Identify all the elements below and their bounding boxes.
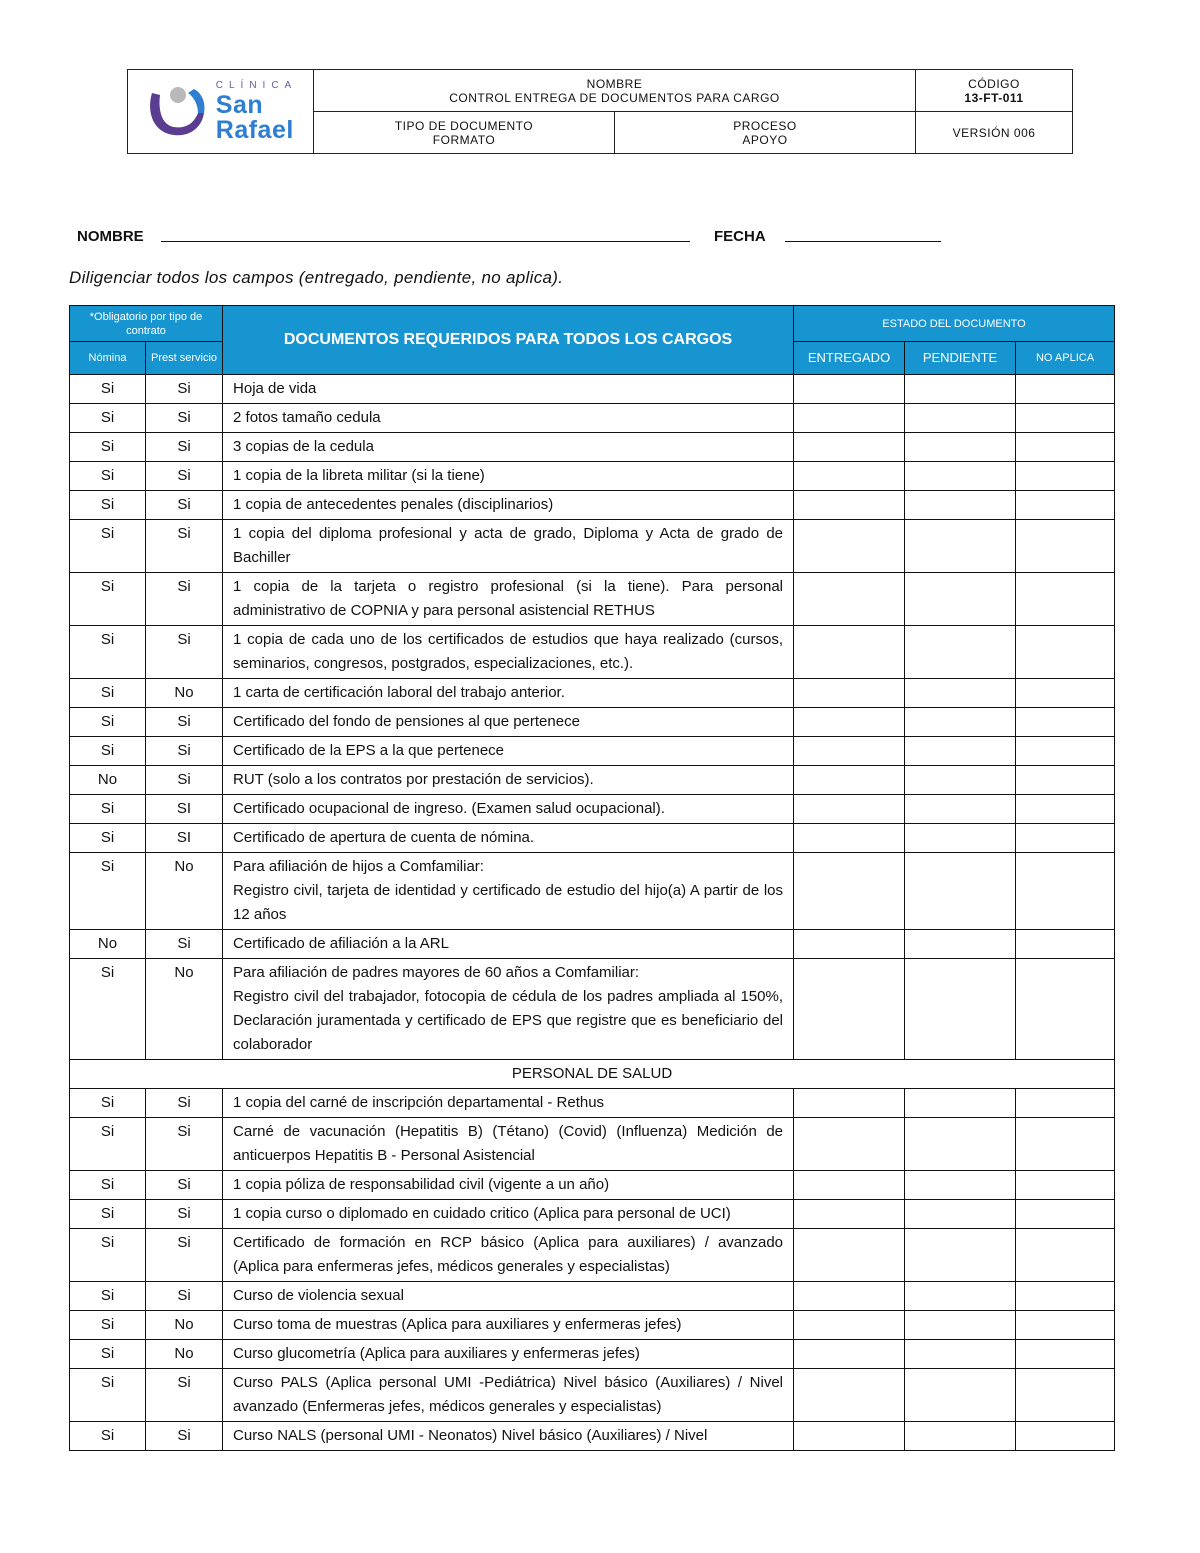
prest-cell: Si — [146, 1369, 223, 1422]
document-text: Curso toma de muestras (Aplica para auxiliares y enfermeras jefes) — [233, 1316, 682, 1333]
table-row — [70, 766, 1115, 795]
table-row — [70, 626, 1115, 679]
entregado-checkbox-cell[interactable] — [794, 520, 905, 573]
entregado-checkbox-cell[interactable] — [794, 795, 905, 824]
table-row — [70, 679, 1115, 708]
nomina-cell: Si — [70, 1422, 146, 1451]
noaplica-checkbox-cell[interactable] — [1016, 1311, 1115, 1340]
document-text: Certificado de la EPS a la que pertenece — [233, 742, 505, 759]
header-nombre-cell — [314, 70, 916, 112]
entregado-header: ENTREGADO — [794, 342, 905, 375]
header-version: VERSIÓN 006 — [952, 125, 1036, 140]
pendiente-checkbox-cell[interactable] — [905, 1171, 1016, 1200]
entregado-checkbox-cell[interactable] — [794, 1171, 905, 1200]
entregado-checkbox-cell[interactable] — [794, 959, 905, 1060]
header-tipo-value: FORMATO — [432, 132, 496, 147]
nomina-cell: Si — [70, 1369, 146, 1422]
document-cell — [223, 404, 794, 433]
salud-rows — [70, 1089, 1115, 1451]
document-cell — [223, 1282, 794, 1311]
document-header — [127, 69, 1073, 154]
table-row — [70, 1369, 1115, 1422]
table-row — [70, 573, 1115, 626]
noaplica-checkbox-cell[interactable] — [1016, 959, 1115, 1060]
prest-cell: Si — [146, 520, 223, 573]
header-nombre-value: CONTROL ENTREGA DE DOCUMENTOS PARA CARGO — [449, 90, 780, 105]
document-text: Certificado de formación en RCP básico (Aplica para auxiliares) / avanzado (Aplica para enfermeras jefes, médicos generales y especialistas) — [233, 1234, 784, 1275]
noaplica-checkbox-cell[interactable] — [1016, 433, 1115, 462]
noaplica-checkbox-cell[interactable] — [1016, 679, 1115, 708]
nomina-cell: Si — [70, 1282, 146, 1311]
header-codigo-cell — [916, 70, 1072, 112]
document-cell — [223, 520, 794, 573]
entregado-checkbox-cell[interactable] — [794, 626, 905, 679]
pendiente-checkbox-cell[interactable] — [905, 930, 1016, 959]
salud-section — [70, 1060, 1115, 1089]
pendiente-checkbox-cell[interactable] — [905, 795, 1016, 824]
nomina-cell: Si — [70, 737, 146, 766]
noaplica-checkbox-cell[interactable] — [1016, 1422, 1115, 1451]
document-cell — [223, 930, 794, 959]
prest-cell: Si — [146, 1200, 223, 1229]
nomina-cell: Si — [70, 433, 146, 462]
section-personal-salud: PERSONAL DE SALUD — [70, 1060, 1115, 1089]
prest-cell: Si — [146, 737, 223, 766]
document-cell — [223, 795, 794, 824]
logo-cell — [128, 70, 314, 153]
document-text: 1 copia del carné de inscripción departamental - Rethus — [233, 1094, 605, 1111]
entregado-checkbox-cell[interactable] — [794, 930, 905, 959]
document-cell — [223, 959, 794, 1060]
noaplica-checkbox-cell[interactable] — [1016, 375, 1115, 404]
entregado-checkbox-cell[interactable] — [794, 1311, 905, 1340]
noaplica-checkbox-cell[interactable] — [1016, 1282, 1115, 1311]
entregado-checkbox-cell[interactable] — [794, 1369, 905, 1422]
prest-cell: Si — [146, 708, 223, 737]
document-cell — [223, 679, 794, 708]
prest-cell: Si — [146, 1171, 223, 1200]
pendiente-checkbox-cell[interactable] — [905, 404, 1016, 433]
pendiente-checkbox-cell[interactable] — [905, 824, 1016, 853]
pendiente-checkbox-cell[interactable] — [905, 708, 1016, 737]
table-row — [70, 1089, 1115, 1118]
prest-cell: No — [146, 959, 223, 1060]
document-cell — [223, 1118, 794, 1171]
table-row — [70, 930, 1115, 959]
document-text: Hoja de vida — [233, 380, 317, 397]
document-cell — [223, 1422, 794, 1451]
table-row — [70, 1171, 1115, 1200]
document-text: 1 copia curso o diplomado en cuidado critico (Aplica para personal de UCI) — [233, 1205, 731, 1222]
noaplica-checkbox-cell[interactable] — [1016, 795, 1115, 824]
table-row — [70, 1229, 1115, 1282]
entregado-checkbox-cell[interactable] — [794, 462, 905, 491]
nomina-cell: Si — [70, 959, 146, 1060]
general-rows — [70, 375, 1115, 1060]
pendiente-checkbox-cell[interactable] — [905, 959, 1016, 1060]
document-text: Carné de vacunación (Hepatitis B) (Tétano) (Covid) (Influenza) Medición de anticuerpos Hepatitis B - Personal Asistencial — [233, 1123, 784, 1164]
noaplica-checkbox-cell[interactable] — [1016, 626, 1115, 679]
entregado-checkbox-cell[interactable] — [794, 1118, 905, 1171]
document-text: 1 carta de certificación laboral del trabajo anterior. — [233, 684, 565, 701]
prest-cell: Si — [146, 766, 223, 795]
pendiente-checkbox-cell[interactable] — [905, 1282, 1016, 1311]
nomina-cell: Si — [70, 1171, 146, 1200]
entregado-checkbox-cell[interactable] — [794, 766, 905, 795]
nomina-cell: Si — [70, 375, 146, 404]
table-row — [70, 1422, 1115, 1451]
table-row — [70, 1340, 1115, 1369]
noaplica-checkbox-cell[interactable] — [1016, 1229, 1115, 1282]
document-cell — [223, 1369, 794, 1422]
estado-header: ESTADO DEL DOCUMENTO — [794, 306, 1115, 342]
table-row — [70, 433, 1115, 462]
document-text: 2 fotos tamaño cedula — [233, 409, 381, 426]
noaplica-checkbox-cell[interactable] — [1016, 491, 1115, 520]
table-row — [70, 1118, 1115, 1171]
pendiente-header: PENDIENTE — [905, 342, 1016, 375]
document-text: RUT (solo a los contratos por prestación de servicios). — [233, 771, 594, 788]
nomina-cell: Si — [70, 1200, 146, 1229]
header-tipo-label: TIPO DE DOCUMENTO — [394, 118, 534, 133]
table-row — [70, 737, 1115, 766]
nomina-cell: No — [70, 766, 146, 795]
entregado-checkbox-cell[interactable] — [794, 824, 905, 853]
prest-cell: Si — [146, 1118, 223, 1171]
prest-cell: Si — [146, 404, 223, 433]
pendiente-checkbox-cell[interactable] — [905, 1229, 1016, 1282]
prest-cell: SI — [146, 824, 223, 853]
document-cell — [223, 1229, 794, 1282]
document-cell — [223, 708, 794, 737]
nomina-cell: Si — [70, 462, 146, 491]
pendiente-checkbox-cell[interactable] — [905, 737, 1016, 766]
noaplica-checkbox-cell[interactable] — [1016, 1200, 1115, 1229]
nomina-cell: Si — [70, 626, 146, 679]
document-text: 1 copia del diploma profesional y acta de grado, Diploma y Acta de grado de Bachiller — [233, 525, 784, 566]
fecha-input-line[interactable] — [785, 241, 941, 242]
table-row — [70, 1282, 1115, 1311]
pendiente-checkbox-cell[interactable] — [905, 1340, 1016, 1369]
document-text: Curso NALS (personal UMI - Neonatos) Nivel básico (Auxiliares) / Nivel — [233, 1427, 708, 1444]
header-proceso-cell — [615, 112, 916, 153]
nomina-cell: Si — [70, 1089, 146, 1118]
document-cell — [223, 853, 794, 930]
entregado-checkbox-cell[interactable] — [794, 1089, 905, 1118]
nomina-cell: Si — [70, 491, 146, 520]
header-codigo-label: CÓDIGO — [968, 76, 1020, 91]
nomina-cell: No — [70, 930, 146, 959]
prest-cell: Si — [146, 626, 223, 679]
entregado-checkbox-cell[interactable] — [794, 1340, 905, 1369]
document-text: Certificado de afiliación a la ARL — [233, 935, 449, 952]
table-row — [70, 959, 1115, 1060]
prest-cell: Si — [146, 433, 223, 462]
noaplica-checkbox-cell[interactable] — [1016, 824, 1115, 853]
table-row — [70, 795, 1115, 824]
nomina-cell: Si — [70, 1340, 146, 1369]
document-text: Curso PALS (Aplica personal UMI -Pediátrica) Nivel básico (Auxiliares) / Nivel avanzado (Enfermeras jefes, médicos generales y especialistas) — [233, 1374, 784, 1415]
nomina-cell: Si — [70, 573, 146, 626]
entregado-checkbox-cell[interactable] — [794, 1422, 905, 1451]
noaplica-checkbox-cell[interactable] — [1016, 462, 1115, 491]
header-codigo-value: 13-FT-011 — [964, 90, 1024, 105]
noaplica-checkbox-cell[interactable] — [1016, 930, 1115, 959]
prest-cell: Si — [146, 1422, 223, 1451]
document-text: Curso glucometría (Aplica para auxiliares y enfermeras jefes) — [233, 1345, 640, 1362]
noaplica-checkbox-cell[interactable] — [1016, 404, 1115, 433]
entregado-checkbox-cell[interactable] — [794, 1229, 905, 1282]
pendiente-checkbox-cell[interactable] — [905, 375, 1016, 404]
nomina-cell: Si — [70, 708, 146, 737]
nomina-cell: Si — [70, 1311, 146, 1340]
document-cell — [223, 1089, 794, 1118]
noaplica-checkbox-cell[interactable] — [1016, 520, 1115, 573]
pendiente-checkbox-cell[interactable] — [905, 491, 1016, 520]
header-version-cell — [916, 112, 1072, 153]
prest-cell: SI — [146, 795, 223, 824]
table-row — [70, 824, 1115, 853]
pendiente-checkbox-cell[interactable] — [905, 766, 1016, 795]
document-cell — [223, 573, 794, 626]
fecha-label: FECHA — [714, 228, 766, 245]
pendiente-checkbox-cell[interactable] — [905, 1311, 1016, 1340]
table-row — [70, 853, 1115, 930]
noaplica-checkbox-cell[interactable] — [1016, 1171, 1115, 1200]
noaplica-checkbox-cell[interactable] — [1016, 853, 1115, 930]
document-cell — [223, 1200, 794, 1229]
pendiente-checkbox-cell[interactable] — [905, 1200, 1016, 1229]
document-cell — [223, 375, 794, 404]
table-row — [70, 1200, 1115, 1229]
prest-cell: No — [146, 1340, 223, 1369]
prest-cell: Si — [146, 375, 223, 404]
prest-header: Prest servicio — [146, 342, 223, 375]
pendiente-checkbox-cell[interactable] — [905, 1089, 1016, 1118]
prest-cell: Si — [146, 1089, 223, 1118]
document-text-detail: Registro civil, tarjeta de identidad y certificado de estudio del hijo(a) A partir de los 12 años — [233, 882, 784, 923]
pendiente-checkbox-cell[interactable] — [905, 1118, 1016, 1171]
noaplica-checkbox-cell[interactable] — [1016, 573, 1115, 626]
document-text-detail: Registro civil del trabajador, fotocopia de cédula de los padres ampliada al 150%, Declaración juramentada y certificado de EPS que registre que es beneficiario del colaborador — [233, 988, 784, 1053]
instructions: Diligenciar todos los campos (entregado, pendiente, no aplica). — [69, 268, 564, 287]
pendiente-checkbox-cell[interactable] — [905, 1422, 1016, 1451]
document-cell — [223, 626, 794, 679]
entregado-checkbox-cell[interactable] — [794, 679, 905, 708]
pendiente-checkbox-cell[interactable] — [905, 462, 1016, 491]
document-cell — [223, 433, 794, 462]
documents-table — [69, 305, 1115, 1451]
header-proceso-label: PROCESO — [733, 118, 797, 133]
nombre-label: NOMBRE — [77, 228, 144, 245]
prest-cell: Si — [146, 491, 223, 520]
nombre-input-line[interactable] — [161, 241, 690, 242]
document-text: 1 copia de la tarjeta o registro profesional (si la tiene). Para personal administrativo de COPNIA y para personal asistencial RETHUS — [233, 578, 784, 619]
noaplica-checkbox-cell[interactable] — [1016, 737, 1115, 766]
entregado-checkbox-cell[interactable] — [794, 404, 905, 433]
document-cell — [223, 737, 794, 766]
nomina-cell: Si — [70, 679, 146, 708]
entregado-checkbox-cell[interactable] — [794, 1282, 905, 1311]
nomina-cell: Si — [70, 824, 146, 853]
document-text: 3 copias de la cedula — [233, 438, 374, 455]
clinic-logo — [144, 81, 297, 143]
document-cell — [223, 1171, 794, 1200]
document-text: Certificado del fondo de pensiones al que pertenece — [233, 713, 580, 730]
logo-text-rafael: Rafael — [215, 115, 294, 144]
document-cell — [223, 1340, 794, 1369]
entregado-checkbox-cell[interactable] — [794, 1200, 905, 1229]
prest-cell: Si — [146, 930, 223, 959]
table-row — [70, 708, 1115, 737]
entregado-checkbox-cell[interactable] — [794, 433, 905, 462]
pendiente-checkbox-cell[interactable] — [905, 520, 1016, 573]
entregado-checkbox-cell[interactable] — [794, 491, 905, 520]
prest-cell: Si — [146, 462, 223, 491]
document-text: Certificado ocupacional de ingreso. (Examen salud ocupacional). — [233, 800, 665, 817]
noaplica-checkbox-cell[interactable] — [1016, 1340, 1115, 1369]
entregado-checkbox-cell[interactable] — [794, 573, 905, 626]
document-text: Para afiliación de padres mayores de 60 años a Comfamiliar: — [233, 964, 640, 981]
document-cell — [223, 491, 794, 520]
pendiente-checkbox-cell[interactable] — [905, 433, 1016, 462]
header-nombre-label: NOMBRE — [586, 76, 643, 91]
noaplica-checkbox-cell[interactable] — [1016, 766, 1115, 795]
document-text: Curso de violencia sexual — [233, 1287, 404, 1304]
logo-text-clinica: CLÍNICA — [215, 79, 298, 91]
nomina-cell: Si — [70, 795, 146, 824]
document-text: 1 copia de la libreta militar (si la tiene) — [233, 467, 485, 484]
document-text: Certificado de apertura de cuenta de nómina. — [233, 829, 535, 846]
entregado-checkbox-cell[interactable] — [794, 708, 905, 737]
pendiente-checkbox-cell[interactable] — [905, 626, 1016, 679]
nomina-cell: Si — [70, 1229, 146, 1282]
nomina-cell: Si — [70, 1118, 146, 1171]
document-cell — [223, 462, 794, 491]
table-row — [70, 491, 1115, 520]
prest-cell: Si — [146, 1229, 223, 1282]
prest-cell: No — [146, 1311, 223, 1340]
document-text: Para afiliación de hijos a Comfamiliar: — [233, 858, 484, 875]
clinic-logo-icon — [144, 83, 208, 141]
nomina-cell: Si — [70, 853, 146, 930]
noaplica-checkbox-cell[interactable] — [1016, 708, 1115, 737]
nomina-cell: Si — [70, 520, 146, 573]
documents-header: DOCUMENTOS REQUERIDOS PARA TODOS LOS CARGOS — [223, 306, 794, 375]
prest-cell: No — [146, 853, 223, 930]
pendiente-checkbox-cell[interactable] — [905, 853, 1016, 930]
noaplica-header: NO APLICA — [1016, 342, 1115, 375]
entregado-checkbox-cell[interactable] — [794, 737, 905, 766]
document-text: 1 copia póliza de responsabilidad civil (vigente a un año) — [233, 1176, 610, 1193]
logo-text-san: San — [215, 90, 264, 119]
document-text: 1 copia de cada uno de los certificados de estudios que haya realizado (cursos, seminarios, congresos, postgrados, especializaciones, etc.). — [233, 631, 784, 672]
table-row — [70, 462, 1115, 491]
noaplica-checkbox-cell[interactable] — [1016, 1118, 1115, 1171]
document-cell — [223, 824, 794, 853]
document-cell — [223, 766, 794, 795]
document-cell — [223, 1311, 794, 1340]
noaplica-checkbox-cell[interactable] — [1016, 1089, 1115, 1118]
entregado-checkbox-cell[interactable] — [794, 375, 905, 404]
table-row — [70, 404, 1115, 433]
nomina-cell: Si — [70, 404, 146, 433]
obligatorio-header: *Obligatorio por tipo de contrato — [70, 306, 223, 342]
nomina-header: Nómina — [70, 342, 146, 375]
pendiente-checkbox-cell[interactable] — [905, 573, 1016, 626]
header-proceso-value: APOYO — [742, 132, 788, 147]
table-row — [70, 520, 1115, 573]
entregado-checkbox-cell[interactable] — [794, 853, 905, 930]
prest-cell: No — [146, 679, 223, 708]
noaplica-checkbox-cell[interactable] — [1016, 1369, 1115, 1422]
document-text: 1 copia de antecedentes penales (disciplinarios) — [233, 496, 554, 513]
prest-cell: Si — [146, 573, 223, 626]
table-row — [70, 1311, 1115, 1340]
pendiente-checkbox-cell[interactable] — [905, 1369, 1016, 1422]
pendiente-checkbox-cell[interactable] — [905, 679, 1016, 708]
prest-cell: Si — [146, 1282, 223, 1311]
table-row — [70, 375, 1115, 404]
header-tipo-cell — [314, 112, 615, 153]
